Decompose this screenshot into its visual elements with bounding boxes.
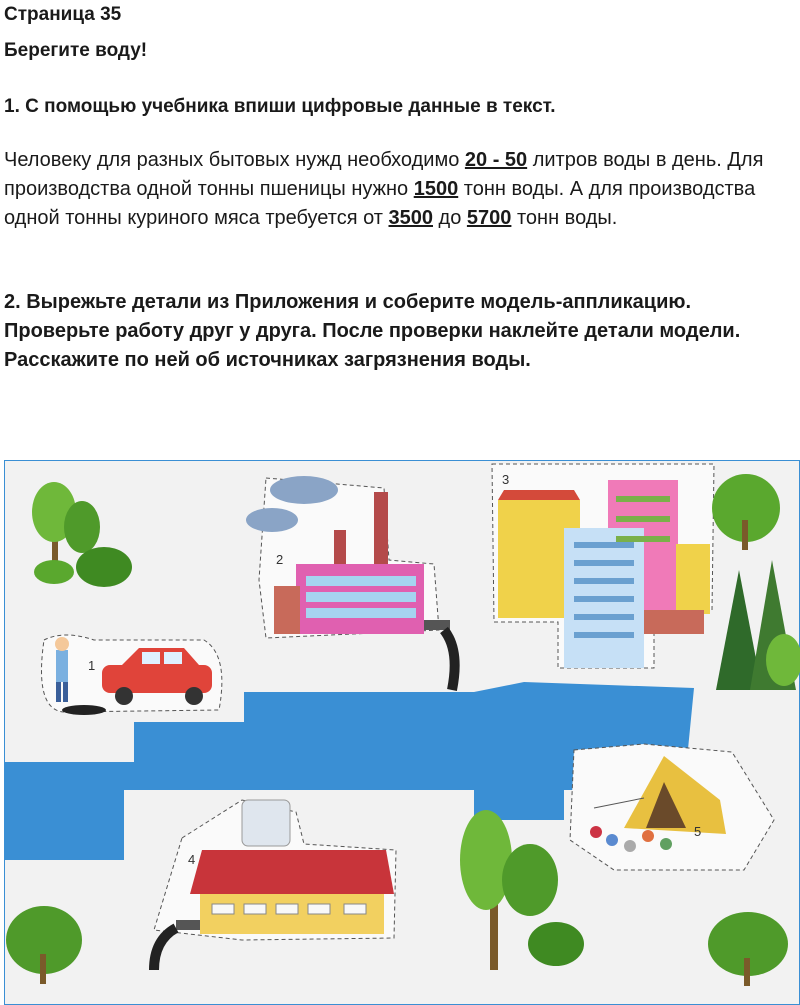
task2-text: 2. Вырежьте детали из Приложения и соберите модель-аппликацию. Проверьте работу друг у друга. После проверки наклейте детали модели. Расскажите по ней об источниках загрязнения воды.	[4, 291, 741, 371]
task1-text-part: литров воды в день. Для производства одной тонны пшеницы нужно	[4, 149, 764, 200]
answer-chicken-max: 5700	[466, 207, 512, 229]
section-title: Берегите воду!	[4, 40, 148, 61]
answer-chicken-min: 3500	[388, 207, 433, 229]
piece-label-3: 3	[502, 472, 510, 487]
answer-wheat: 1500	[413, 178, 459, 200]
page-title: Страница 35	[4, 4, 122, 25]
task1-heading: 1. С помощью учебника впиши цифровые данные в текст.	[4, 96, 556, 117]
task1-text-part: Человеку для разных бытовых нужд необходимо	[4, 149, 465, 171]
task1-text	[4, 146, 794, 233]
task1-text-part: до	[433, 207, 467, 229]
water-pollution-illustration	[4, 460, 800, 1005]
piece-label-4: 4	[188, 852, 196, 867]
piece-label-5: 5	[694, 824, 702, 839]
piece-label-1: 1	[88, 658, 96, 673]
piece-label-2: 2	[276, 552, 284, 567]
answer-liters: 20 - 50	[464, 149, 528, 171]
car-wash-piece	[42, 635, 222, 715]
task1-text-part: тонн воды.	[511, 207, 618, 229]
task1-text-part: тонн воды. А для производства одной тонны куриного мяса требуется от	[4, 178, 756, 229]
